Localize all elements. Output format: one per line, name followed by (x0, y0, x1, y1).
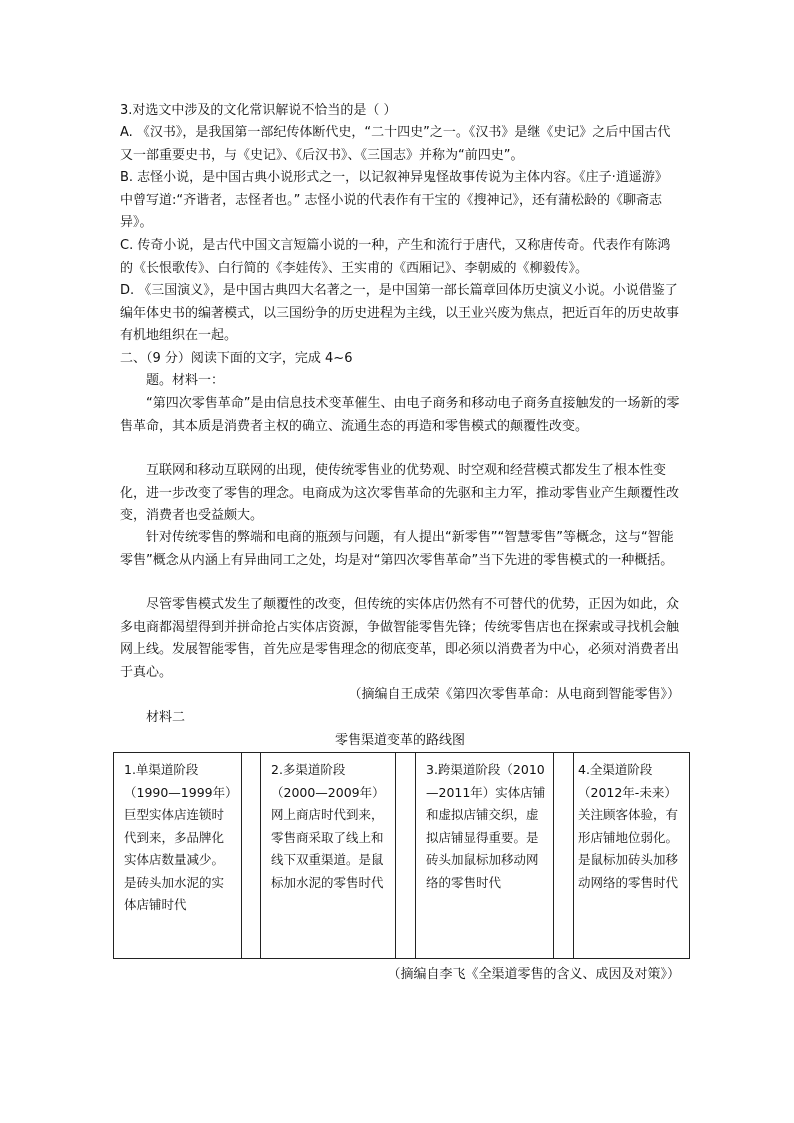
section-2-heading: 二、（9 分）阅读下面的文字，完成 4~6 (120, 351, 353, 366)
retail-channel-roadmap-table (113, 752, 690, 959)
stage-divider (554, 753, 574, 959)
material-1-source: （摘编自王成荣《第四次零售革命：从电商到智能零售》） (348, 687, 680, 702)
diagram-title: 零售渠道变革的路线图 (334, 733, 465, 748)
stage-4-text: 4.全渠道阶段（2012年-未来）关注顾客体验，有形店铺地位弱化。是鼠标加砖头加移动网络的零售时代 (578, 762, 679, 890)
option-c: C. 传奇小说，是古代中国文言短篇小说的一种，产生和流行于唐代，又称唐传奇。代表作有陈鸿的《长恨歌传》、白行简的《李娃传》、王实甫的《西厢记》、李朝威的《柳毅传》。 (120, 238, 671, 276)
material-1-paragraph-1: “第四次零售革命”是由信息技术变革催生、由电子商务和移动电子商务直接触发的一场新的零售革命，其本质是消费者主权的确立、流通生态的再造和零售模式的颠覆性改变。 (120, 396, 680, 434)
option-d: D. 《三国演义》，是中国古典四大名著之一，是中国第一部长篇章回体历史演义小说。小说借鉴了编年体史书的编著模式，以三国纷争的历史进程为主线，以王业兴废为焦点，把近百年的历史故事有机地组织在一起。 (120, 283, 680, 343)
stage-divider (396, 753, 416, 959)
option-b: B. 志怪小说，是中国古典小说形式之一，以记叙神异鬼怪故事传说为主体内容。《庄子·逍遥游》中曾写道:“齐谐者，志怪者也。” 志怪小说的代表作有干宝的《搜神记》，还有蒲松龄的《聊斋志异》。 (120, 170, 668, 230)
material-2-label: 材料二 (146, 710, 186, 725)
stage-2-cell (261, 753, 396, 959)
stage-3-text: 3.跨渠道阶段（2010—2011年）实体店铺和虚拟店铺交织，虚拟店铺显得重要。是砖头加鼠标加移动网络的零售时代 (426, 762, 546, 890)
stage-4-cell (574, 753, 690, 959)
stage-1-text: 1.单渠道阶段（1990—1999年）巨型实体店连锁时代到来，多品牌化实体店数量减少。是砖头加水泥的实体店铺时代 (124, 762, 232, 912)
stage-1-cell (114, 753, 242, 959)
material-1-paragraph-4: 尽管零售模式发生了颠覆性的改变，但传统的实体店仍然有不可替代的优势，正因为如此，众多电商都渴望得到并拼命抢占实体店资源，争做智能零售先锋；传统零售店也在探索或寻找机会触网上线。发展智能零售，首先应是零售理念的彻底变革，即必须以消费者为中心，必须对消费者出于真心。 (120, 597, 680, 680)
material-2-source: （摘编自李飞《全渠道零售的含义、成因及对策》） (387, 967, 680, 982)
question-3-stem: 3.对选文中涉及的文化常识解说不恰当的是（ ） (120, 103, 397, 118)
stage-divider (242, 753, 261, 959)
stage-3-cell (416, 753, 554, 959)
material-1-label: 题。材料一： (146, 373, 225, 388)
option-a: A. 《汉书》，是我国第一部纪传体断代史，“二十四史”之一。《汉书》是继《史记》之后中国古代又一部重要史书，与《史记》、《后汉书》、《三国志》并称为“前四史”。 (120, 125, 671, 163)
stage-2-text: 2.多渠道阶段（2000—2009年）网上商店时代到来，零售商采取了线上和线下双重渠道。是鼠标加水泥的零售时代 (271, 762, 385, 890)
material-1-paragraph-3: 针对传统零售的弊端和电商的瓶颈与问题，有人提出“新零售”“智慧零售”等概念，这与“智能零售”概念从内涵上有异曲同工之处，均是对“第四次零售革命”当下先进的零售模式的一种概括。 (120, 530, 674, 568)
material-1-paragraph-2: 互联网和移动互联网的出现，使传统零售业的优势观、时空观和经营模式都发生了根本性变化，进一步改变了零售的理念。电商成为这次零售革命的先驱和主力军，推动零售业产生颠覆性改变，消费者也受益颇大。 (120, 463, 680, 523)
